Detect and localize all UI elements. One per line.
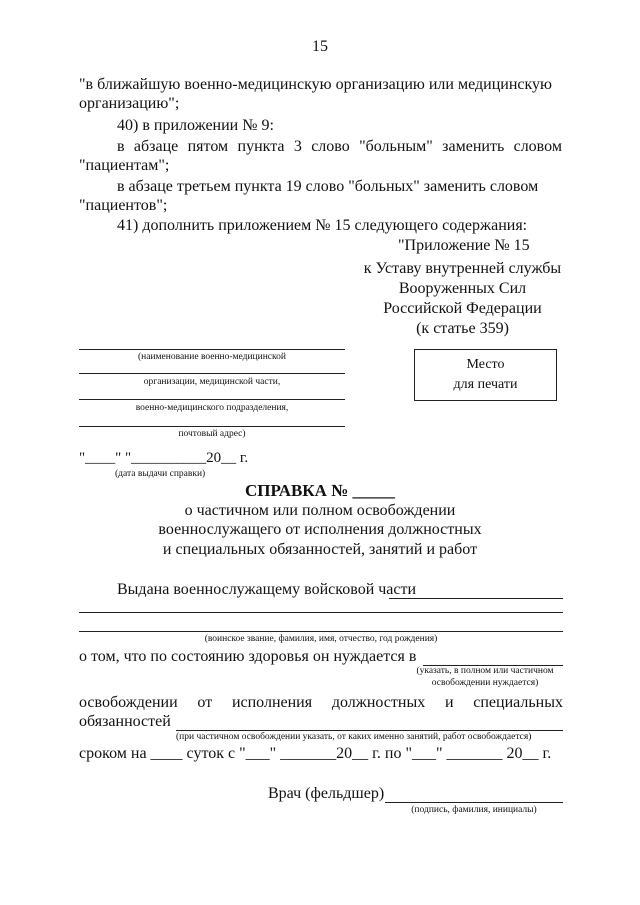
org-caption-4: почтовый адрес)	[178, 429, 246, 439]
certificate-subtitle-1: о частичном или полном освобождении	[184, 502, 456, 519]
certificate-title: СПРАВКА № _____	[244, 481, 395, 500]
term-line: сроком на ____ суток с "___" _______20__ г. по "___" _______ 20__ г.	[79, 745, 552, 762]
need-caption-2: освобождении нуждается)	[431, 678, 539, 688]
word: специальных	[473, 694, 563, 711]
word: исполнения	[231, 694, 313, 711]
issue-date-caption: (дата выдачи справки)	[115, 469, 206, 479]
paragraph-4-line-2: "пациентов";	[79, 197, 168, 214]
release-line	[79, 694, 563, 712]
paragraph-2: 40) в приложении № 9:	[117, 117, 274, 134]
org-line-2	[79, 373, 345, 374]
word: "больным"	[359, 138, 433, 155]
word: должностных	[331, 694, 426, 711]
appendix-line-4: (к статье 359)	[416, 320, 509, 337]
stamp-line-2: для печати	[453, 377, 518, 392]
word: и	[444, 694, 454, 711]
doctor-caption: (подпись, фамилия, инициалы)	[411, 805, 537, 815]
unit-field-line	[389, 598, 563, 599]
appendix-line-3: Российской Федерации	[383, 300, 542, 317]
word: в	[117, 138, 125, 155]
paragraph-5: 41) дополнить приложением № 15 следующего содержания:	[117, 217, 528, 234]
need-label: о том, что по состоянию здоровья он нуждается в	[79, 648, 417, 665]
paragraph-1-line-2: организацию";	[79, 95, 180, 112]
stamp-line-1: Место	[466, 357, 505, 372]
word: от	[197, 694, 213, 711]
word: освобождении	[79, 694, 178, 711]
word: абзаце	[133, 138, 179, 155]
org-caption-2: организации, медицинской части,	[143, 377, 281, 387]
appendix-line-2: Вооруженных Сил	[398, 280, 527, 297]
paragraph-1-line-1: "в ближайшую военно-медицинскую организацию или медицинскую	[79, 76, 552, 93]
certificate-subtitle-2: военнослужащего от исполнения должностных	[158, 521, 482, 538]
org-caption-3: военно-медицинского подразделения,	[135, 403, 289, 413]
stamp-box	[414, 349, 557, 401]
issued-field-line-3	[79, 631, 563, 632]
word: слово	[311, 138, 350, 155]
paragraph-3-line-2: "пациентам";	[79, 157, 170, 174]
word: 3	[293, 138, 302, 155]
word: пятом	[187, 138, 229, 155]
duties-field-line	[176, 730, 563, 731]
issued-field-line-2	[79, 612, 563, 613]
word: пункта	[237, 138, 285, 155]
issue-date-line: "____" "__________20__ г.	[79, 450, 249, 466]
doctor-label: Врач (фельдшер)	[268, 785, 385, 802]
doctor-signature-line	[385, 802, 563, 803]
org-name-line	[79, 349, 345, 350]
certificate-subtitle-3: и специальных обязанностей, занятий и работ	[162, 541, 478, 558]
org-name-caption: (наименование военно-медицинской	[138, 352, 286, 362]
need-caption-1: (указать, в полном или частичном	[416, 666, 554, 676]
word: словом	[513, 138, 562, 155]
issued-caption: (воинское звание, фамилия, имя, отчество, год рождения)	[204, 634, 438, 644]
page-number: 15	[312, 38, 328, 55]
issued-label: Выдана военнослужащему войсковой части	[117, 581, 417, 598]
appendix-title: "Приложение № 15	[398, 237, 530, 254]
duties-caption: (при частичном освобождении указать, от каких именно занятий, работ освобождается)	[176, 732, 532, 742]
paragraph-3-line-1	[117, 138, 562, 156]
org-line-4	[79, 426, 345, 427]
paragraph-4-line-1: в абзаце третьем пункта 19 слово "больных" заменить словом	[117, 178, 539, 195]
org-line-3	[79, 399, 345, 400]
appendix-line-1: к Уставу внутренней службы	[363, 260, 562, 277]
word: заменить	[442, 138, 505, 155]
duties-label: обязанностей	[79, 713, 171, 730]
